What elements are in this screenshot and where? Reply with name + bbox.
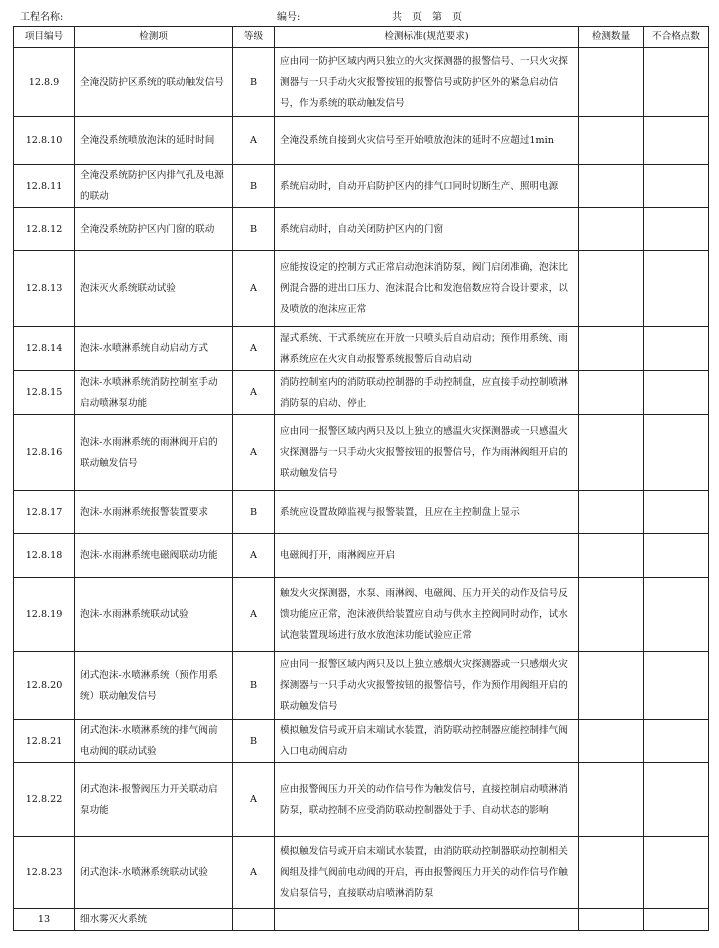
inspection-count-cell (579, 534, 644, 578)
inspection-item-cell: 闭式泡沫-水喷淋系统（预作用系统）联动触发信号 (75, 652, 233, 720)
standard-cell: 应由同一报警区域内两只及以上独立的感温火灾探测器或一只感温火灾探测器与一只手动火灾报警按钮的报警信号，作为雨淋阀组开启的联动触发信号 (275, 415, 579, 491)
inspection-item-cell: 泡沫灭火系统联动试验 (75, 251, 233, 327)
standard-cell: 应由同一报警区域内两只及以上独立感烟火灾探测器或一只感烟火灾探测器与一只手动火灾报警按钮的报警信号，作为预作用阀组开启的联动触发信号 (275, 652, 579, 720)
item-no-cell: 12.8.18 (14, 534, 75, 578)
fail-count-cell (644, 763, 709, 837)
level-cell: A (233, 117, 275, 165)
inspection-table (13, 26, 709, 931)
item-no-cell: 12.8.10 (14, 117, 75, 165)
table-row (14, 578, 709, 652)
table-row (14, 534, 709, 578)
level-cell: B (233, 491, 275, 534)
level-cell: A (233, 578, 275, 652)
table-row (14, 165, 709, 208)
table-row (14, 327, 709, 371)
item-no-cell: 12.8.15 (14, 371, 75, 415)
level-cell: B (233, 48, 275, 117)
inspection-item-cell: 泡沫-水雨淋系统联动试验 (75, 578, 233, 652)
project-name-label: 工程名称: (20, 12, 64, 23)
fail-count-cell (644, 837, 709, 909)
level-cell: B (233, 720, 275, 763)
level-cell: B (233, 652, 275, 720)
standard-cell: 全淹没系统自接到火灾信号至开始喷放泡沫的延时不应超过1min (275, 117, 579, 165)
fail-count-cell (644, 491, 709, 534)
inspection-count-cell (579, 251, 644, 327)
inspection-item-cell: 细水雾灭火系统 (75, 909, 233, 931)
inspection-count-cell (579, 208, 644, 251)
level-cell: A (233, 837, 275, 909)
inspection-count-cell (579, 720, 644, 763)
level-cell: A (233, 534, 275, 578)
fail-count-cell (644, 534, 709, 578)
level-cell: B (233, 165, 275, 208)
inspection-count-cell (579, 652, 644, 720)
inspection-item-cell: 泡沫-水雨淋系统报警装置要求 (75, 491, 233, 534)
fail-count-cell (644, 415, 709, 491)
column-header-count: 检测数量 (579, 27, 644, 48)
inspection-item-cell: 闭式泡沫-报警阀压力开关联动启泵功能 (75, 763, 233, 837)
inspection-item-cell: 泡沫-水喷淋系统消防控制室手动启动喷淋泵功能 (75, 371, 233, 415)
level-cell (233, 909, 275, 931)
inspection-count-cell (579, 165, 644, 208)
fail-count-cell (644, 909, 709, 931)
item-no-cell: 13 (14, 909, 75, 931)
standard-cell: 电磁阀打开，雨淋阀应开启 (275, 534, 579, 578)
table-row (14, 117, 709, 165)
level-cell: A (233, 415, 275, 491)
inspection-item-cell: 泡沫-水雨淋系统的雨淋阀开启的联动触发信号 (75, 415, 233, 491)
table-row (14, 720, 709, 763)
table-row (14, 48, 709, 117)
standard-cell: 应由报警阀压力开关的动作信号作为触发信号，直接控制启动喷淋消防泵，联动控制不应受消防联动控制器处于手、自动状态的影响 (275, 763, 579, 837)
fail-count-cell (644, 48, 709, 117)
inspection-count-cell (579, 415, 644, 491)
table-row (14, 415, 709, 491)
standard-cell (275, 909, 579, 931)
standard-cell: 系统启动时，自动关闭防护区内的门窗 (275, 208, 579, 251)
fail-count-cell (644, 371, 709, 415)
table-row (14, 371, 709, 415)
standard-cell: 应由同一防护区域内两只独立的火灾探测器的报警信号、一只火灾探测器与一只手动火灾报警按钮的报警信号或防护区外的紧急启动信号，作为系统的联动触发信号 (275, 48, 579, 117)
inspection-count-cell (579, 371, 644, 415)
standard-cell: 系统启动时，自动开启防护区内的排气口同时切断生产、照明电源 (275, 165, 579, 208)
fail-count-cell (644, 720, 709, 763)
inspection-item-cell: 泡沫-水雨淋系统电磁阀联动功能 (75, 534, 233, 578)
column-header-item-no: 项目编号 (14, 27, 75, 48)
item-no-cell: 12.8.12 (14, 208, 75, 251)
standard-cell: 应能按设定的控制方式正常启动泡沫消防泵，阀门启闭准确，泡沫比例混合器的进出口压力、泡沫混合比和发泡倍数应符合设计要求，以及喷放的泡沫应正常 (275, 251, 579, 327)
inspection-count-cell (579, 837, 644, 909)
standard-cell: 触发火灾探测器，水泵、雨淋阀、电磁阀、压力开关的动作及信号反馈功能应正常，泡沫液供给装置应自动与供水主控阀同时动作，试水试泡装置现场进行放水放泡沫功能试验应正常 (275, 578, 579, 652)
inspection-item-cell: 泡沫-水喷淋系统自动启动方式 (75, 327, 233, 371)
table-row (14, 491, 709, 534)
item-no-cell: 12.8.14 (14, 327, 75, 371)
table-row (14, 837, 709, 909)
standard-cell: 系统应设置故障监视与报警装置，且应在主控制盘上显示 (275, 491, 579, 534)
inspection-item-cell: 全淹没系统防护区内排气孔及电源的联动 (75, 165, 233, 208)
inspection-count-cell (579, 763, 644, 837)
fail-count-cell (644, 251, 709, 327)
fail-count-cell (644, 652, 709, 720)
inspection-count-cell (579, 578, 644, 652)
inspection-item-cell: 闭式泡沫-水喷淋系统的排气阀前电动阀的联动试验 (75, 720, 233, 763)
level-cell: A (233, 371, 275, 415)
table-row (14, 909, 709, 931)
table-row (14, 251, 709, 327)
item-no-cell: 12.8.19 (14, 578, 75, 652)
inspection-count-cell (579, 48, 644, 117)
inspection-count-cell (579, 909, 644, 931)
item-no-cell: 12.8.9 (14, 48, 75, 117)
item-no-cell: 12.8.16 (14, 415, 75, 491)
fail-count-cell (644, 578, 709, 652)
table-row (14, 652, 709, 720)
column-header-standard: 检测标准(规范要求) (275, 27, 579, 48)
inspection-item-cell: 全淹没防护区系统的联动触发信号 (75, 48, 233, 117)
column-header-item: 检测项 (75, 27, 233, 48)
table-row (14, 208, 709, 251)
fail-count-cell (644, 208, 709, 251)
inspection-count-cell (579, 117, 644, 165)
inspection-item-cell: 全淹没系统防护区内门窗的联动 (75, 208, 233, 251)
standard-cell: 模拟触发信号或开启末端试水装置，消防联动控制器应能控制排气阀入口电动阀启动 (275, 720, 579, 763)
inspection-item-cell: 闭式泡沫-水喷淋系统联动试验 (75, 837, 233, 909)
level-cell: B (233, 208, 275, 251)
level-cell: A (233, 763, 275, 837)
table-row (14, 763, 709, 837)
item-no-cell: 12.8.20 (14, 652, 75, 720)
item-no-cell: 12.8.21 (14, 720, 75, 763)
column-header-level: 等级 (233, 27, 275, 48)
item-no-cell: 12.8.23 (14, 837, 75, 909)
page-count-label: 共 页 第 页 (392, 12, 462, 23)
inspection-count-cell (579, 491, 644, 534)
fail-count-cell (644, 117, 709, 165)
code-label: 编号: (277, 12, 301, 23)
column-header-fail-count: 不合格点数 (644, 27, 709, 48)
table-header-row (14, 27, 709, 48)
standard-cell: 模拟触发信号或开启末端试水装置，由消防联动控制器联动控制相关阀组及排气阀前电动阀的开启，再由报警阀压力开关的动作信号作触发启泵信号，直接联动启喷淋消防泵 (275, 837, 579, 909)
level-cell: A (233, 251, 275, 327)
inspection-count-cell (579, 327, 644, 371)
inspection-item-cell: 全淹没系统喷放泡沫的延时时间 (75, 117, 233, 165)
item-no-cell: 12.8.22 (14, 763, 75, 837)
item-no-cell: 12.8.13 (14, 251, 75, 327)
fail-count-cell (644, 165, 709, 208)
fail-count-cell (644, 327, 709, 371)
standard-cell: 湿式系统、干式系统应在开放一只喷头后自动启动；预作用系统、雨淋系统应在火灾自动报警系统报警后自动启动 (275, 327, 579, 371)
standard-cell: 消防控制室内的消防联动控制器的手动控制盘，应直接手动控制喷淋消防泵的启动、停止 (275, 371, 579, 415)
level-cell: A (233, 327, 275, 371)
item-no-cell: 12.8.11 (14, 165, 75, 208)
item-no-cell: 12.8.17 (14, 491, 75, 534)
